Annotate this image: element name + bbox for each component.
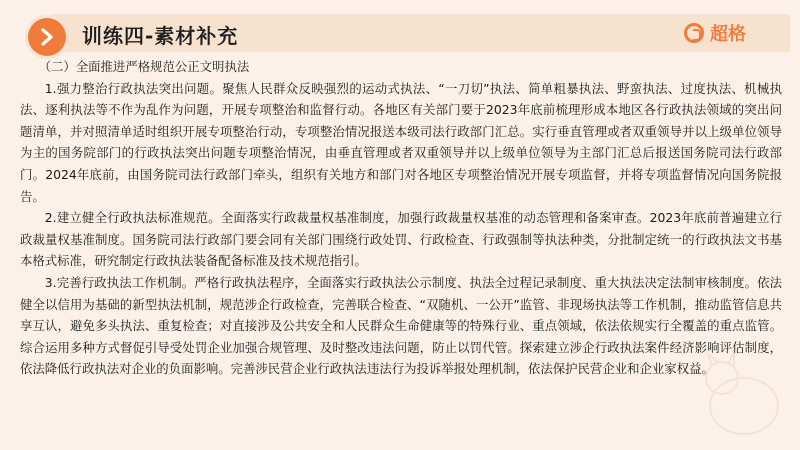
paragraph-1: 1.强力整治行政执法突出问题。聚焦人民群众反映强烈的运动式执法、“一刀切”执法、简单粗暴执法、野蛮执法、过度执法、机械执法、逐利执法等不作为乱作为问题，开展专项整治和监督行动。各地区有关部门要于2023年底前梳理形成本地区各行政执法领域的突出问题清单，并对照清单适时组织开展专项整治行动，专项整治情况报送本级司法行政部门汇总。实行垂直管理或者双重领导并以上级单位领导为主的国务院部门的行政执法突出问题专项整治情况，由垂直管理或者双重领导并以上级单位领导为主部门汇总后报送国务院司法行政部门。2024年底前，由国务院司法行政部门牵头，组织有关地方和部门对各地区专项整治情况开展专项监督，并将专项监督情况向国务院报告。 [20,80,782,204]
brand-logo [684,20,746,46]
paragraph-2: 2.建立健全行政执法标准规范。全面落实行政裁量权基准制度，加强行政裁量权基准的动态管理和备案审查。2023年底前普遍建立行政裁量权基准制度。国务院司法行政部门要会同有关部门围绕行政处罚、行政检查、行政强制等执法种类，分批制定统一的行政执法文书基本格式标准，研究制定行政执法装备配备标准及技术规范指引。 [20,210,782,269]
section-subheading: （二）全面推进严格规范公正文明执法 [38,59,250,74]
brand-name: 超格 [710,24,746,45]
chevron-right-badge [28,18,66,56]
mascot-watermark-icon [682,344,792,444]
brand-logo-icon [684,23,704,43]
document-body [20,56,782,380]
paragraph-3: 3.完善行政执法工作机制。严格行政执法程序，全面落实行政执法公示制度、执法全过程记录制度、重大执法决定法制审核制度。依法健全以信用为基础的新型执法机制，规范涉企行政检查，完善联合检查、“双随机、一公开”监管、非现场执法等工作机制，推动监管信息共享互认，避免多头执法、重复检查；对直接涉及公共安全和人民群众生命健康等的特殊行业、重点领域，依法依规实行全覆盖的重点监管。综合运用多种方式督促引导受处罚企业加强合规管理、及时整改违法问题，防止以罚代管。探索建立涉企行政执法案件经济影响评估制度，依法降低行政执法对企业的负面影响。完善涉民营企业行政执法违法行为投诉举报处理机制，依法保护民营企业和企业家权益。 [20,274,782,377]
page-title: 训练四-素材补充 [82,24,239,48]
chevron-right-icon [38,28,56,46]
